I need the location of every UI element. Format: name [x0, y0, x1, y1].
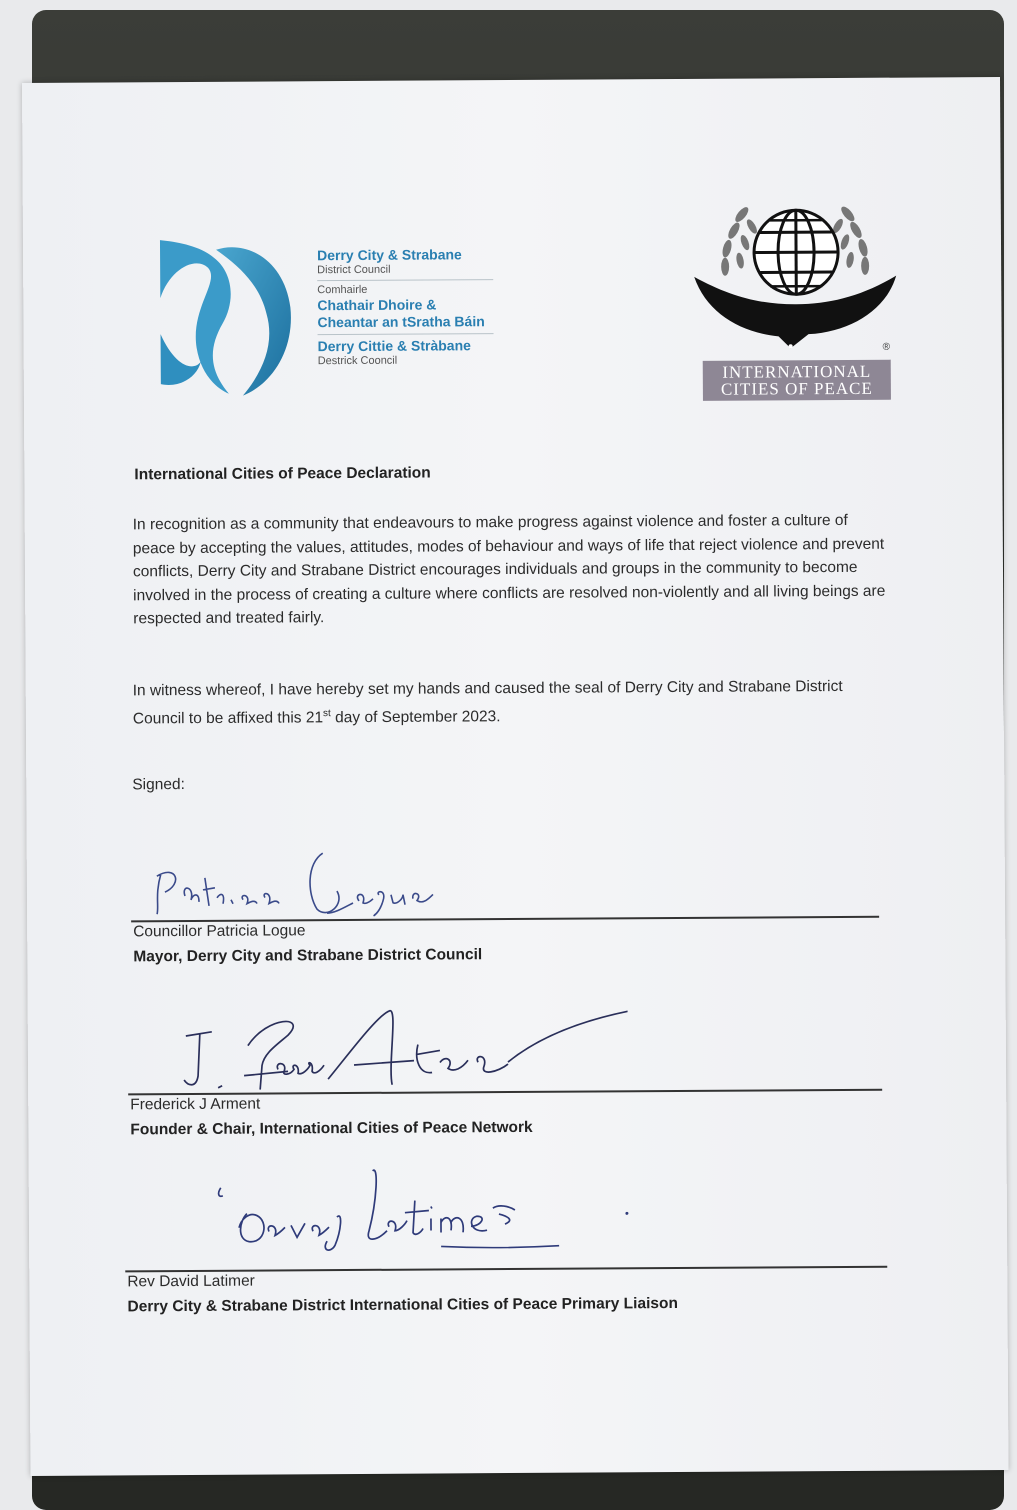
council-prefix-ga: Comhairle	[317, 283, 368, 297]
signature-line	[125, 1266, 887, 1273]
witness-text-start: In witness whereof, I have hereby set my hands and caused the seal of Derry City and Strabane District Council to be affixed this 21	[132, 677, 843, 727]
registered-mark: ®	[882, 341, 891, 353]
council-name-block	[317, 246, 508, 368]
council-subtitle-en: District Council	[317, 263, 391, 277]
divider	[318, 333, 494, 335]
witness-paragraph	[133, 675, 893, 731]
witness-text-end: day of September 2023.	[330, 707, 501, 726]
council-s-logo-icon	[156, 237, 297, 398]
signed-label: Signed:	[132, 776, 185, 794]
signatory-role: Mayor, Derry City and Strabane District Council	[133, 946, 483, 966]
icp-name-line1: INTERNATIONAL	[722, 361, 872, 382]
signatory-role: Founder & Chair, International Cities of Peace Network	[130, 1118, 533, 1139]
council-subtitle-ulster-scots: Destrick Cooncil	[317, 354, 398, 368]
signature-patricia-logue	[147, 842, 447, 924]
council-name-en: Derry City & Strabane	[317, 246, 462, 264]
council-name-ga-2: Cheantar an tSratha Báin	[317, 313, 485, 331]
icp-name-band	[703, 360, 891, 401]
signatory-name: Frederick J Arment	[130, 1095, 261, 1114]
icp-name-line2: CITIES OF PEACE	[720, 378, 873, 399]
divider	[317, 279, 493, 281]
declaration-paragraph: In recognition as a community that endeavours to make progress against violence and foster a culture of peace by accepting the values, attitudes, modes of behaviour and ways of life that reject violence and prevent conflicts, Derry City and Strabane District encourages individuals and groups in the community to become involved in the process of creating a culture where conflicts are resolved non-violently and all living beings are respected and treated fairly.	[132, 511, 886, 628]
globe-dove-laurel-icon	[690, 200, 901, 361]
signatory-name: Councillor Patricia Logue	[133, 922, 306, 941]
signature-frederick-arment	[178, 1003, 629, 1098]
signature-david-latimer	[209, 1159, 630, 1262]
signatory-name: Rev David Latimer	[127, 1272, 255, 1291]
document-title: International Cities of Peace Declaration	[134, 464, 431, 484]
council-name-ulster-scots: Derry Cittie & Stràbane	[317, 337, 471, 355]
council-name-ga-1: Chathair Dhoire &	[317, 296, 437, 314]
declaration-document	[22, 77, 1008, 1476]
ordinal-suffix: st	[322, 707, 331, 719]
signatory-role: Derry City & Strabane District International Cities of Peace Primary Liaison	[127, 1295, 678, 1316]
